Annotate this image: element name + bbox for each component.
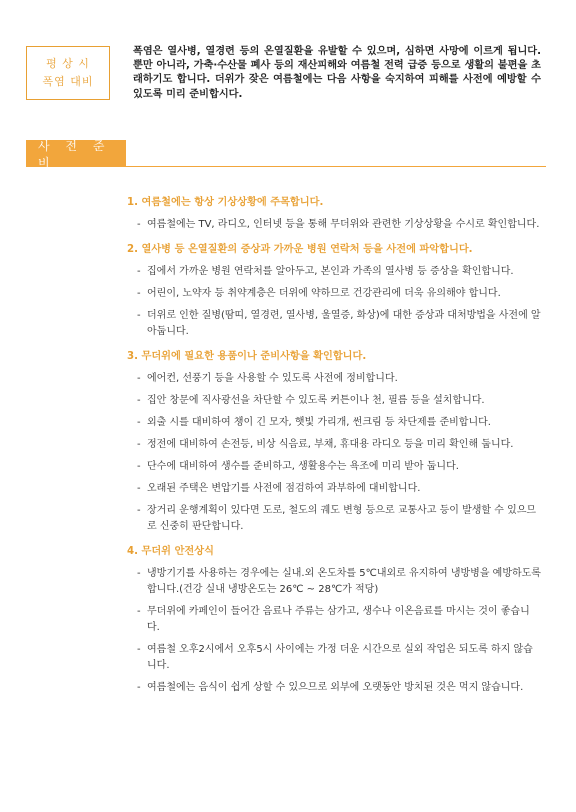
section-3 bbox=[127, 350, 541, 535]
section-title: 4. 무더위 안전상식 bbox=[127, 546, 214, 557]
section-title: 1. 여름철에는 항상 기상상황에 주목합니다. bbox=[127, 197, 324, 208]
list-item: - 여름철 오후2시에서 오후5시 사이에는 가정 더운 시간으로 실외 작업은 되도록 하지 않습니다. bbox=[137, 644, 533, 671]
section-bar: 사 전 준 비 bbox=[26, 140, 126, 167]
list-item: - 외출 시를 대비하여 챙이 긴 모자, 햇빛 가리개, 썬크림 등 차단제를 준비합니다. bbox=[137, 417, 491, 428]
list-item: - 장거리 운행계획이 있다면 도로, 철도의 궤도 변형 등으로 교통사고 등이 발생할 수 있으므로 신중히 판단합니다. bbox=[137, 505, 537, 532]
section-title: 3. 무더위에 필요한 용품이나 준비사항을 확인합니다. bbox=[127, 351, 367, 362]
list-item: - 냉방기기를 사용하는 경우에는 실내.외 온도차를 5℃내외로 유지하여 냉방병을 예방하도록 합니다.(건강 실내 냉방온도는 26℃ ~ 28℃가 적당) bbox=[137, 568, 541, 595]
label-line-2: 폭염 대비 bbox=[42, 75, 94, 88]
section-title: 2. 열사병 등 온열질환의 증상과 가까운 병원 연락처 등을 사전에 파악합니다. bbox=[127, 244, 473, 255]
intro-paragraph: 폭염은 열사병, 열경련 등의 온열질환을 유발할 수 있으며, 심하면 사망에 이르게 됩니다. 뿐만 아니라, 가축·수산물 폐사 등의 재산피해와 여름철 전력 급증 등으로 생활의 불편을 초래하기도 합니다. 더위가 잦은 여름철에는 다음 사항을 숙지하여 피해를 사전에 예방할 수 있도록 미리 준비합시다. bbox=[133, 46, 541, 100]
list-item: - 어린이, 노약자 등 취약계층은 더위에 약하므로 건강관리에 더욱 유의해야 합니다. bbox=[137, 288, 501, 299]
list-item: - 집안 창문에 직사광선을 차단할 수 있도록 커튼이나 천, 필름 등을 설치합니다. bbox=[137, 395, 485, 406]
list-item: - 더위로 인한 질병(땀띠, 열경련, 열사병, 울열증, 화상)에 대한 증상과 대처방법을 사전에 알아둡니다. bbox=[137, 310, 541, 337]
list-item: - 단수에 대비하여 생수를 준비하고, 생활용수는 욕조에 미리 받아 둡니다. bbox=[137, 461, 459, 472]
section-1 bbox=[127, 196, 541, 233]
list-item: - 여름철에는 음식이 쉽게 상할 수 있으므로 외부에 오랫동안 방치된 것은 먹지 않습니다. bbox=[137, 682, 524, 693]
list-item: - 정전에 대비하여 손전등, 비상 식음료, 부채, 휴대용 라디오 등을 미리 확인해 둡니다. bbox=[137, 439, 514, 450]
list-item: - 여름철에는 TV, 라디오, 인터넷 등을 통해 무더위와 관련한 기상상황을 수시로 확인합니다. bbox=[137, 219, 540, 230]
category-label-box bbox=[26, 46, 110, 100]
section-2 bbox=[127, 243, 541, 340]
guide-content bbox=[127, 196, 541, 706]
label-line-1: 평 상 시 bbox=[46, 57, 90, 70]
section-divider bbox=[126, 166, 546, 167]
list-item: - 에어컨, 선풍기 등을 사용할 수 있도록 사전에 정비합니다. bbox=[137, 373, 398, 384]
list-item: - 무더위에 카페인이 들어간 음료나 주류는 삼가고, 생수나 이온음료를 마시는 것이 좋습니다. bbox=[137, 606, 530, 633]
section-4 bbox=[127, 545, 541, 696]
list-item: - 오래된 주택은 변압기를 사전에 점검하여 과부하에 대비합니다. bbox=[137, 483, 421, 494]
list-item: - 집에서 가까운 병원 연락처를 알아두고, 본인과 가족의 열사병 등 증상을 확인합니다. bbox=[137, 266, 514, 277]
